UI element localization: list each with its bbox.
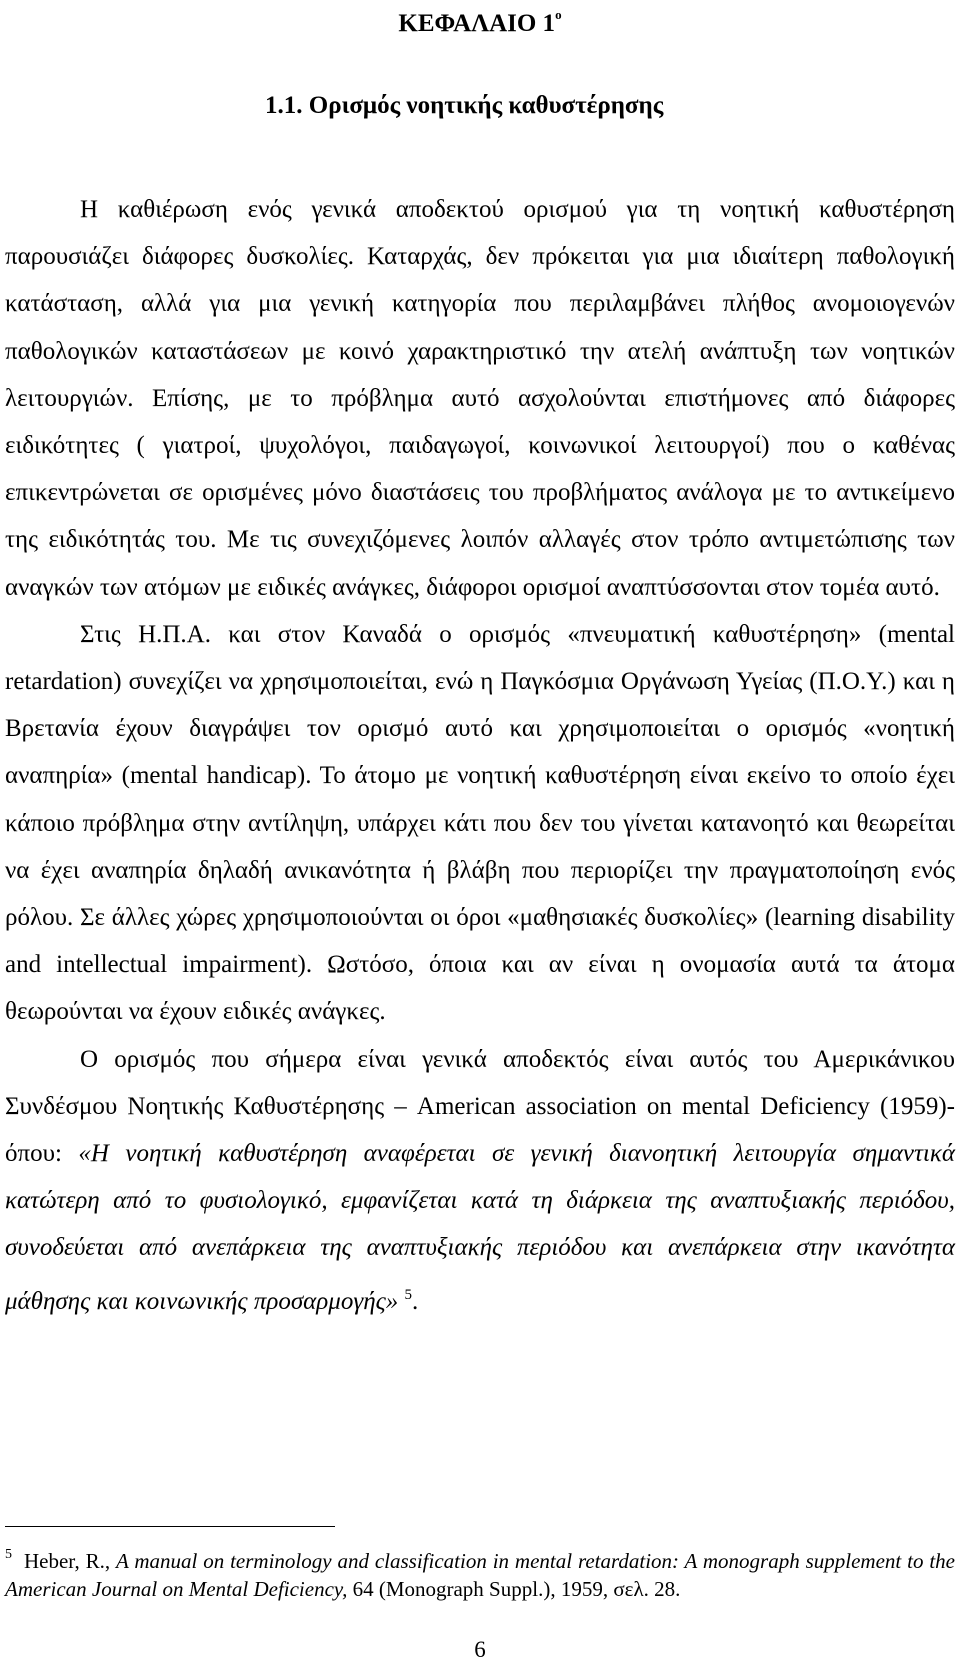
chapter-superscript: ο xyxy=(555,7,562,22)
footnote xyxy=(5,1541,955,1603)
chapter-title: ΚΕΦΑΛΑΙΟ 1 xyxy=(398,10,556,37)
definition-quote: «Η νοητική καθυστέρηση αναφέρεται σε γενική διανοητική λειτουργία σημαντικά κατώτερη από το φυσιολογικό, εμφανίζεται κατά τη διάρκεια της αναπτυξιακής περιόδου, συνοδεύεται από ανεπάρκεια της αναπτυξιακής περιόδου και ανεπάρκεια στην ικανότητα μάθησης και κοινωνικής προσαρμογής» xyxy=(5,1140,956,1315)
paragraph-2: Στις Η.Π.Α. και στον Καναδά ο ορισμός «πνευματική καθυστέρηση» (mental retardation) συνεχίζει να χρησιμοποιείται, ενώ η Παγκόσμια Οργάνωση Υγείας (Π.Ο.Υ.) και η Βρετανία έχουν διαγράψει τον ορισμό αυτό και χρησιμοποιείται ο ορισμός «νοητική αναπηρία» (mental handicap). Το άτομο με νοητική καθυστέρηση είναι εκείνο το οποίο έχει κάποιο πρόβλημα στην αντίληψη, υπάρχει κάτι που δεν του γίνεται κατανοητό και θεωρείται να έχει αναπηρία δηλαδή ανικανότητα ή βλάβη που περιορίζει την πραγματοποίηση ενός ρόλου. Σε άλλες χώρες χρησιμοποιούνται οι όροι «μαθησιακές δυσκολίες» (learning disability and intellectual impairment). Ωστόσο, όποια και αν είναι η ονομασία αυτά τα άτομα θεωρούνται να έχουν ειδικές ανάγκες. xyxy=(5,620,955,1026)
paragraph-3-end: . xyxy=(412,1287,419,1315)
footnote-number: 5 xyxy=(5,1547,12,1562)
chapter-heading xyxy=(0,0,960,39)
footnote-reference: 5 xyxy=(404,1286,412,1303)
footnote-details: 64 (Monograph Suppl.), 1959, σελ. 28. xyxy=(347,1577,681,1601)
footnote-author: Heber, R., xyxy=(24,1549,116,1573)
paragraph-1: Η καθιέρωση ενός γενικά αποδεκτού ορισμού για τη νοητική καθυστέρηση παρουσιάζει διάφορες δυσκολίες. Καταρχάς, δεν πρόκειται για μια ιδιαίτερη παθολογική κατάσταση, αλλά για μια γενική κατηγορία που περιλαμβάνει πλήθος ανομοιογενών παθολογικών καταστάσεων με κοινό χαρακτηριστικό την ατελή ανάπτυξη των νοητικών λειτουργιών. Επίσης, με το πρόβλημα αυτό ασχολούνται επιστήμονες από διάφορες ειδικότητες ( γιατροί, ψυχολόγοι, παιδαγωγοί, κοινωνικοί λειτουργοί) που ο καθένας επικεντρώνεται σε ορισμένες μόνο διαστάσεις του προβλήματος ανάλογα με το αντικείμενο της ειδικότητάς του. Με τις συνεχιζόμενες λοιπόν αλλαγές στον τρόπο αντιμετώπισης των αναγκών των ατόμων με ειδικές ανάγκες, διάφοροι ορισμοί αναπτύσσονται στον τομέα αυτό. xyxy=(5,196,955,601)
section-heading: 1.1. Ορισμός νοητικής καθυστέρησης xyxy=(265,92,664,119)
body-text xyxy=(5,186,955,1325)
page-number: 6 xyxy=(474,1637,486,1662)
paragraph-3-intro: Ο ορισμός που σήμερα είναι γενικά αποδεκτός είναι αυτός του Αμερικάνικου Συνδέσμου Νοητικής Καθυστέρησης – American association on mental Deficiency (1959)- όπου: xyxy=(5,1045,955,1168)
footnote-separator xyxy=(5,1526,335,1527)
footnote-title: A manual on terminology and classification in mental retardation: A monograph supplement to the American Journal on Mental Deficiency, xyxy=(5,1549,956,1601)
paragraph-3 xyxy=(5,1036,955,1325)
